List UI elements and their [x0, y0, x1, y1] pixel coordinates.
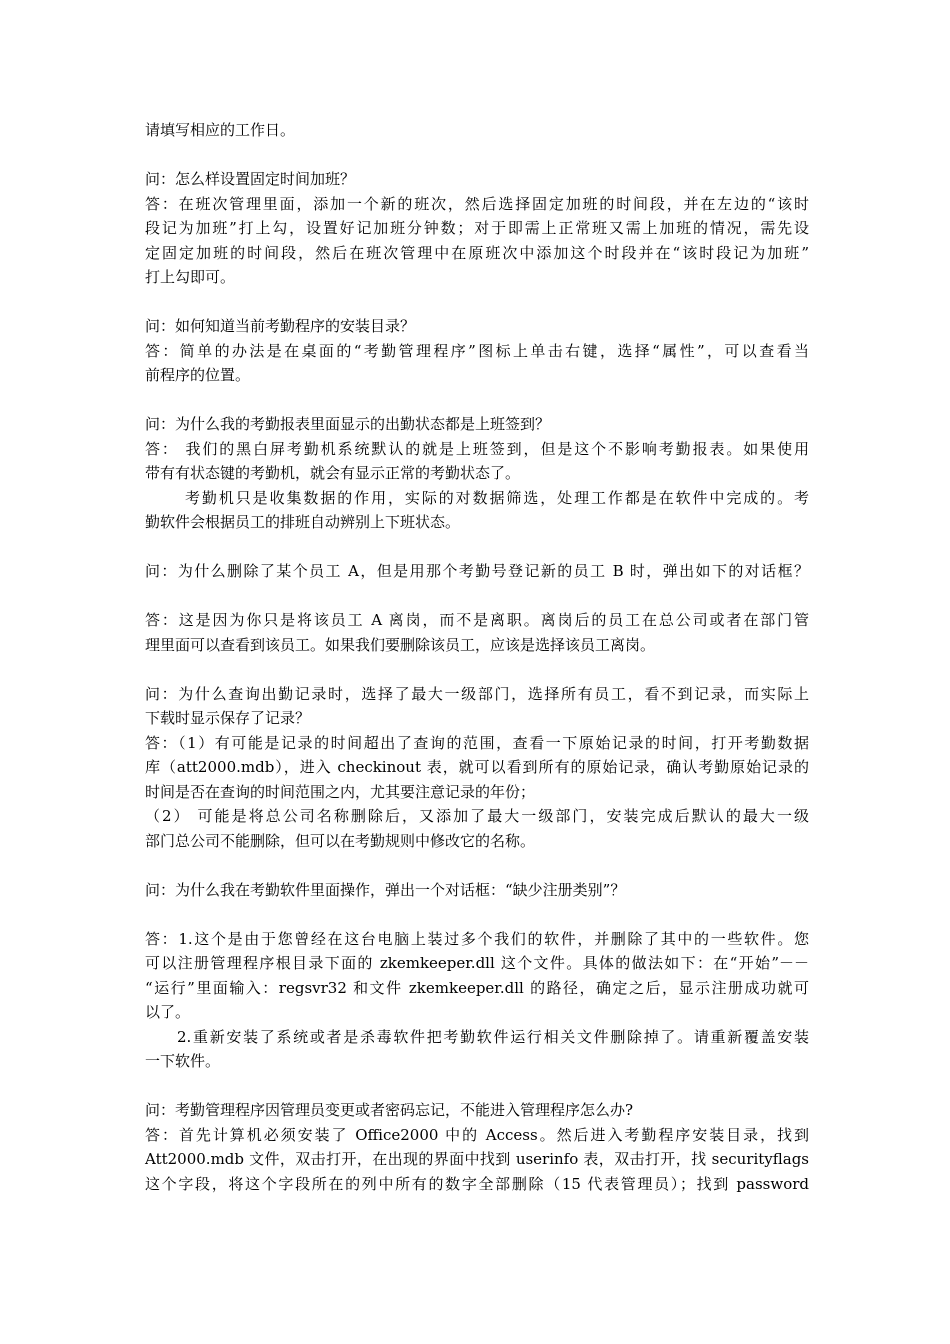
question-missing-registration: 问：为什么我在考勤软件里面操作，弹出一个对话框：“缺少注册类别”？ [145, 880, 626, 899]
answer-line: 答： 我们的黑白屏考勤机系统默认的就是上班签到，但是这个不影响考勤报表。如果使用 [145, 439, 809, 458]
answer-line: 库（att2000.mdb），进入 checkinout 表，就可以看到所有的原始记录，确认考勤原始记录的 [145, 758, 809, 776]
document-page [145, 118, 809, 1196]
question-delete-employee: 问：为什么删除了某个员工 A，但是用那个考勤号登记新的员工 B 时，弹出如下的对话框？ [145, 562, 809, 580]
answer-line: 以了。 [145, 1003, 191, 1021]
answer-line: 前程序的位置。 [145, 366, 251, 384]
answer-line: 定固定加班的时间段，然后在班次管理中在原班次中添加这个时段并在“该时段记为加班” [145, 243, 809, 262]
answer-line: 段记为加班”打上勾，设置好记加班分钟数；对于即需上正常班又需上加班的情况，需先设 [145, 219, 809, 237]
answer-line: 勤软件会根据员工的排班自动辨别上下班状态。 [145, 513, 461, 531]
question-attendance-status: 问：为什么我的考勤报表里面显示的出勤状态都是上班签到？ [145, 415, 551, 433]
question-overtime: 问：怎么样设置固定时间加班？ [145, 170, 356, 188]
answer-line: 考勤机只是收集数据的作用，实际的对数据筛选，处理工作都是在软件中完成的。考 [185, 488, 809, 507]
answer-line: 这个字段，将这个字段所在的列中所有的数字全部删除（15 代表管理员）；找到 password [145, 1174, 809, 1193]
question-line: 下载时显示保存了记录？ [145, 709, 311, 727]
answer-line: 答：简单的办法是在桌面的“考勤管理程序”图标上单击右键，选择“属性”，可以查看当 [145, 341, 809, 360]
answer-line: Att2000.mdb 文件，双击打开，在出现的界面中找到 userinfo 表，双击打开，找 securityflags [145, 1150, 809, 1168]
answer-line: 带有有状态键的考勤机，就会有显示正常的考勤状态了。 [145, 464, 521, 482]
answer-line: 2.重新安装了系统或者是杀毒软件把考勤软件运行相关文件删除掉了。请重新覆盖安装 [177, 1027, 809, 1046]
answer-line: 答：1.这个是由于您曾经在这台电脑上装过多个我们的软件，并删除了其中的一些软件。您 [145, 929, 809, 948]
answer-line: （2） 可能是将总公司名称删除后，又添加了最大一级部门，安装完成后默认的最大一级 [145, 807, 809, 825]
answer-line: 可以注册管理程序根目录下面的 zkemkeeper.dll 这个文件。具体的做法如下：在“开始”－－ [145, 954, 809, 972]
answer-line: 一下软件。 [145, 1052, 221, 1070]
question-admin-password: 问：考勤管理程序因管理员变更或者密码忘记，不能进入管理程序怎么办? [145, 1101, 634, 1119]
intro-text: 请填写相应的工作日。 [145, 121, 296, 139]
question-install-dir: 问：如何知道当前考勤程序的安装目录？ [145, 317, 416, 335]
answer-line: 部门总公司不能删除，但可以在考勤规则中修改它的名称。 [145, 831, 536, 850]
answer-line: 答：这是因为你只是将该员工 A 离岗，而不是离职。离岗后的员工在总公司或者在部门管 [145, 611, 809, 629]
answer-line: 理里面可以查看到该员工。如果我们要删除该员工，应该是选择该员工离岗。 [145, 635, 656, 654]
answer-line: 打上勾即可。 [145, 268, 236, 286]
answer-line: 答：首先计算机必须安装了 Office2000 中的 Access。然后进入考勤程序安装目录，找到 [145, 1125, 809, 1144]
answer-line: 时间是否在查询的时间范围之内，尤其要注意记录的年份； [145, 782, 536, 801]
question-query-records: 问：为什么查询出勤记录时，选择了最大一级部门，选择所有员工，看不到记录，而实际上 [145, 684, 809, 703]
answer-line: “运行”里面输入：regsvr32 和文件 zkemkeeper.dll 的路径，确定之后，显示注册成功就可 [145, 978, 809, 997]
answer-line: 答：在班次管理里面，添加一个新的班次，然后选择固定加班的时间段，并在左边的“该时 [145, 194, 809, 213]
answer-line: 答：（1）有可能是记录的时间超出了查询的范围，查看一下原始记录的时间，打开考勤数据 [145, 733, 809, 752]
